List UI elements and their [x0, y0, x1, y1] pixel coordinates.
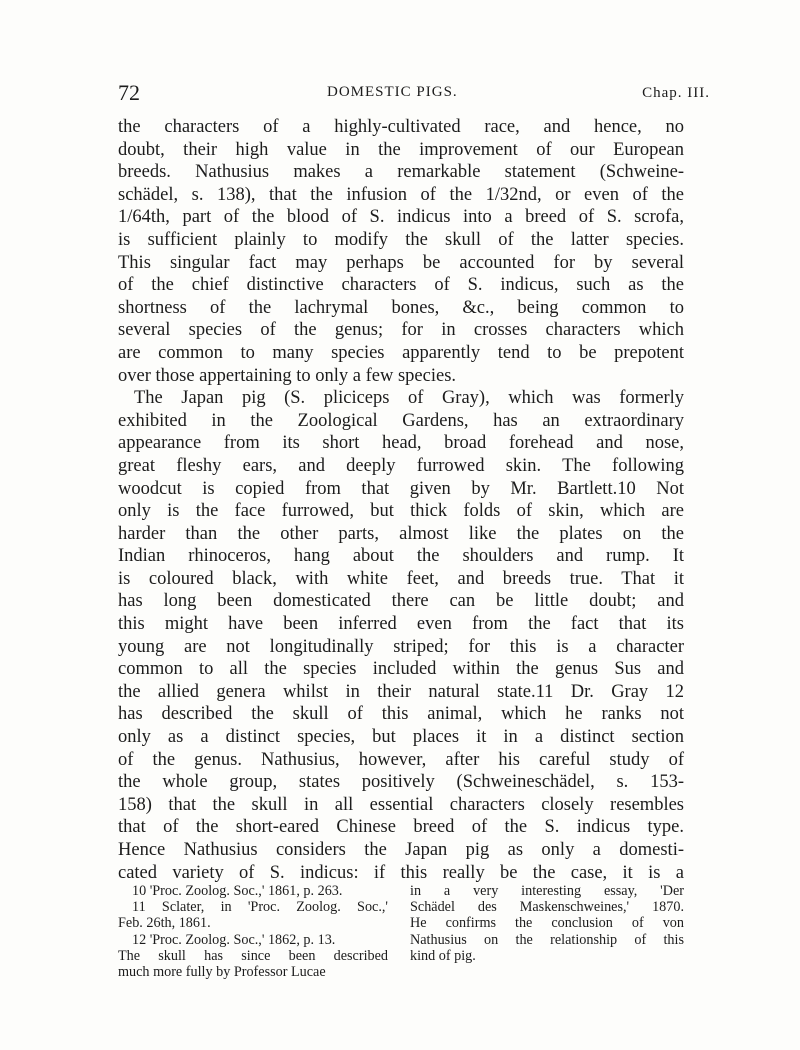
- body-line: appearance from its short head, broad forehead and nose,: [118, 433, 684, 454]
- body-line: woodcut is copied from that given by Mr. Bartlett.10 Not: [118, 478, 684, 499]
- body-line: shortness of the lachrymal bones, &c., being common to: [118, 297, 684, 318]
- footnote-line: 12 'Proc. Zoolog. Soc.,' 1862, p. 13.: [132, 931, 336, 948]
- body-line: This singular fact may perhaps be accounted for by several: [118, 252, 684, 273]
- body-line: only as a distinct species, but places it in a distinct section: [118, 727, 684, 748]
- body-line: 158) that the skull in all essential characters closely resembles: [118, 794, 684, 815]
- footnote-line: much more fully by Professor Lucae: [118, 963, 326, 980]
- body-line: has described the skull of this animal, which he ranks not: [118, 704, 684, 725]
- body-line: The Japan pig (S. pliciceps of Gray), which was formerly: [134, 388, 684, 409]
- body-line: is coloured black, with white feet, and breeds true. That it: [118, 568, 684, 589]
- body-line: the whole group, states positively (Schweineschädel, s. 153-: [118, 772, 684, 793]
- footnotes-left-column: [118, 883, 388, 980]
- body-line: that of the short-eared Chinese breed of the S. indicus type.: [118, 817, 684, 838]
- body-line: doubt, their high value in the improvement of our European: [118, 139, 684, 160]
- running-header: [118, 80, 710, 110]
- body-line: is sufficient plainly to modify the skull of the latter species.: [118, 229, 684, 250]
- body-line: several species of the genus; for in crosses characters which: [118, 320, 684, 341]
- chapter-label: Chap. III.: [642, 85, 710, 101]
- body-line: exhibited in the Zoological Gardens, has an extraordinary: [118, 410, 684, 431]
- body-line: cated variety of S. indicus: if this really be the case, it is a: [118, 862, 684, 883]
- footnote-line: 11 Sclater, in 'Proc. Zoolog. Soc.,': [132, 899, 388, 916]
- body-line: schädel, s. 138), that the infusion of the 1/32nd, or even of the: [118, 184, 684, 205]
- footnote-line: 10 'Proc. Zoolog. Soc.,' 1861, p. 263.: [132, 883, 343, 899]
- body-line: harder than the other parts, almost like the plates on the: [118, 523, 684, 544]
- body-line: great fleshy ears, and deeply furrowed skin. The following: [118, 455, 684, 476]
- body-line: common to all the species included within the genus Sus and: [118, 659, 684, 680]
- page-number: 72: [118, 80, 140, 105]
- footnote-line: He confirms the conclusion of von: [410, 915, 684, 932]
- footnote-line: in a very interesting essay, 'Der: [410, 883, 684, 899]
- body-line: young are not longitudinally striped; for this is a character: [118, 636, 684, 657]
- body-line: Indian rhinoceros, hang about the shoulders and rump. It: [118, 546, 684, 567]
- footnote-line: Nathusius on the relationship of this: [410, 931, 684, 948]
- body-line: of the genus. Nathusius, however, after his careful study of: [118, 749, 684, 770]
- footnote-line: Feb. 26th, 1861.: [118, 915, 211, 932]
- body-line: 1/64th, part of the blood of S. indicus into a breed of S. scrofa,: [118, 207, 684, 228]
- running-title: DOMESTIC PIGS.: [327, 84, 458, 100]
- footnote-line: Schädel des Maskenschweines,' 1870.: [410, 899, 684, 916]
- footnote-line: The skull has since been described: [118, 947, 388, 964]
- body-line: this might have been inferred even from the fact that its: [118, 614, 684, 635]
- footnote-line: kind of pig.: [410, 947, 476, 964]
- body-line: Hence Nathusius considers the Japan pig as only a domesti-: [118, 840, 684, 860]
- body-line: the characters of a highly-cultivated race, and hence, no: [118, 117, 684, 137]
- body-text: [118, 116, 684, 884]
- body-line: the allied genera whilst in their natural state.11 Dr. Gray 12: [118, 681, 684, 702]
- body-line: over those appertaining to only a few species.: [118, 365, 457, 386]
- footnotes-right-column: [410, 883, 684, 964]
- body-line: has long been domesticated there can be little doubt; and: [118, 591, 684, 612]
- body-line: breeds. Nathusius makes a remarkable statement (Schweine-: [118, 162, 684, 183]
- body-line: only is the face furrowed, but thick folds of skin, which are: [118, 501, 684, 522]
- body-line: of the chief distinctive characters of S. indicus, such as the: [118, 275, 684, 296]
- body-line: are common to many species apparently tend to be prepotent: [118, 342, 684, 363]
